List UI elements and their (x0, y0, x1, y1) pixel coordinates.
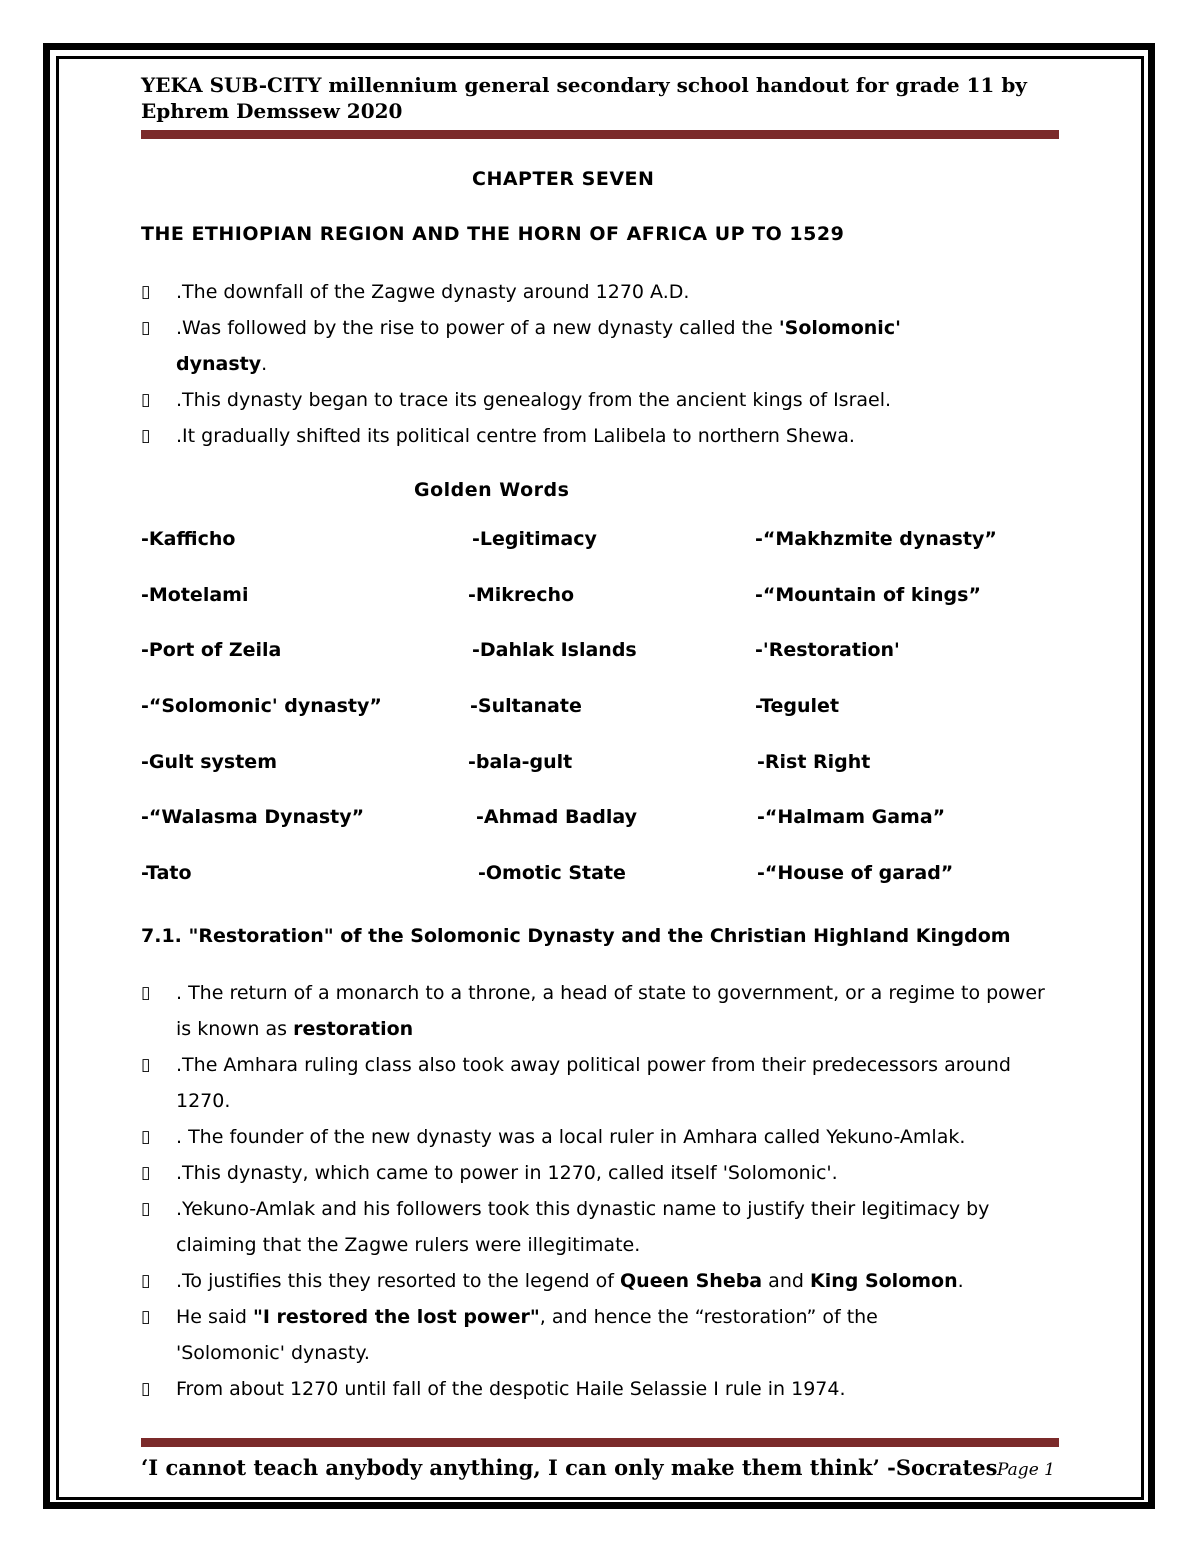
list-item (141, 1299, 956, 1371)
golden-word: -Ahmad Badlay (476, 806, 637, 829)
golden-words-row (141, 528, 1041, 584)
bullet-text: . (957, 1270, 964, 1292)
footer-rule (141, 1438, 1059, 1447)
bullet-text: and (762, 1270, 810, 1292)
list-item (141, 310, 976, 382)
page-number: Page 1 (997, 1460, 1055, 1480)
bold-text: King Solomon (809, 1270, 958, 1292)
list-item (141, 1155, 1056, 1191)
bullet-icon: ▯ (141, 318, 151, 338)
list-item (141, 1191, 1056, 1263)
golden-word: -Gult system (141, 750, 277, 773)
golden-word: -Port of Zeila (141, 639, 282, 662)
golden-word: -Dahlak Islands (472, 639, 637, 662)
list-item (141, 1263, 1056, 1299)
bullet-icon: ▯ (141, 1127, 151, 1147)
golden-words-title: Golden Words (414, 479, 570, 501)
golden-word: -Motelami (141, 583, 249, 606)
bullet-text: From about 1270 until fall of the despotic Haile Selassie I rule in 1974. (176, 1378, 846, 1400)
golden-word: -Tato (141, 862, 192, 885)
bullet-text: .This dynasty began to trace its genealogy from the ancient kings of Israel. (176, 389, 892, 411)
bullet-text: .Was followed by the rise to power of a new dynasty called the (176, 317, 779, 339)
section-title: 7.1. "Restoration" of the Solomonic Dynasty and the Christian Highland Kingdom (141, 925, 1011, 947)
chapter-subtitle: THE ETHIOPIAN REGION AND THE HORN OF AFRICA UP TO 1529 (141, 223, 845, 245)
golden-word: -'Restoration' (755, 639, 900, 662)
bullet-icon: ▯ (141, 1271, 151, 1291)
bullet-text: .This dynasty, which came to power in 1270, called itself 'Solomonic'. (176, 1162, 838, 1184)
intro-bullet-list (141, 274, 1021, 454)
golden-word: -“Mountain of kings” (755, 583, 981, 606)
header-line-1: YEKA SUB-CITY millennium general secondary school handout for grade 11 by (141, 73, 1027, 97)
bold-text: restoration (293, 1018, 414, 1040)
list-item (141, 1047, 1016, 1119)
golden-word: -Mikrecho (468, 583, 575, 606)
golden-words-grid (141, 528, 1041, 918)
list-item (141, 382, 1021, 418)
bullet-icon: ▯ (141, 282, 151, 302)
bold-text: 'Solomonic' dynasty (176, 317, 901, 375)
golden-word: -“Walasma Dynasty” (141, 806, 365, 829)
golden-word: -“Makhzmite dynasty” (755, 528, 997, 550)
list-item (141, 1371, 1056, 1407)
bullet-icon: ▯ (141, 1379, 151, 1399)
header-line-2: Ephrem Demssew 2020 (141, 99, 403, 123)
bullet-text: .The Amhara ruling class also took away political power from their predecessors around 1270. (176, 1054, 1011, 1112)
bullet-text: , and hence the “restoration” of the 'Solomonic' dynasty. (176, 1306, 878, 1364)
golden-word: -Kafficho (141, 528, 236, 550)
bullet-icon: ▯ (141, 1307, 151, 1327)
golden-word: -Sultanate (470, 695, 582, 718)
footer-quote: ‘I cannot teach anybody anything, I can only make them think’ -Socrates (141, 1455, 998, 1480)
bullet-text: .To justifies this they resorted to the legend of (176, 1270, 621, 1292)
golden-words-row (141, 806, 1041, 862)
bullet-icon: ▯ (141, 1199, 151, 1219)
bold-text: "I restored the lost power" (252, 1306, 540, 1328)
golden-word: -Rist Right (757, 750, 871, 773)
golden-word: -Tegulet (755, 695, 840, 718)
golden-word: -“House of garad” (757, 862, 954, 885)
bullet-text: .The downfall of the Zagwe dynasty around 1270 A.D. (176, 281, 690, 303)
golden-words-row (141, 862, 1041, 918)
list-item (141, 274, 1021, 310)
document-header (141, 72, 1041, 124)
golden-word: -“Halmam Gama” (757, 806, 946, 829)
golden-words-row (141, 695, 1041, 751)
bold-text: Queen Sheba (620, 1270, 763, 1292)
list-item (141, 1119, 1056, 1155)
golden-word: -Omotic State (478, 862, 626, 885)
list-item (141, 418, 1021, 454)
golden-word: -bala-gult (468, 750, 573, 773)
golden-word: -“Solomonic' dynasty” (141, 695, 382, 718)
section-bullet-list (141, 975, 1056, 1407)
golden-words-row (141, 751, 1041, 807)
bullet-icon: ▯ (141, 1163, 151, 1183)
bullet-text: .It gradually shifted its political centre from Lalibela to northern Shewa. (176, 425, 855, 447)
chapter-title: CHAPTER SEVEN (472, 168, 655, 190)
bullet-text: . The return of a monarch to a throne, a head of state to government, or a regime to power is known as (176, 982, 1045, 1040)
bullet-text: . (261, 353, 268, 375)
golden-words-row (141, 584, 1041, 640)
golden-word: -Legitimacy (472, 528, 597, 550)
bullet-text: . The founder of the new dynasty was a local ruler in Amhara called Yekuno-Amlak. (176, 1126, 966, 1148)
golden-words-row (141, 639, 1041, 695)
bullet-icon: ▯ (141, 426, 151, 446)
bullet-text: .Yekuno-Amlak and his followers took this dynastic name to justify their legitimacy by claiming that the Zagwe rulers were illegitimate. (176, 1198, 990, 1256)
bullet-text: He said (176, 1306, 253, 1328)
bullet-icon: ▯ (141, 983, 151, 1003)
list-item (141, 975, 1056, 1047)
bullet-icon: ▯ (141, 1055, 151, 1075)
header-rule (141, 130, 1059, 139)
bullet-icon: ▯ (141, 390, 151, 410)
